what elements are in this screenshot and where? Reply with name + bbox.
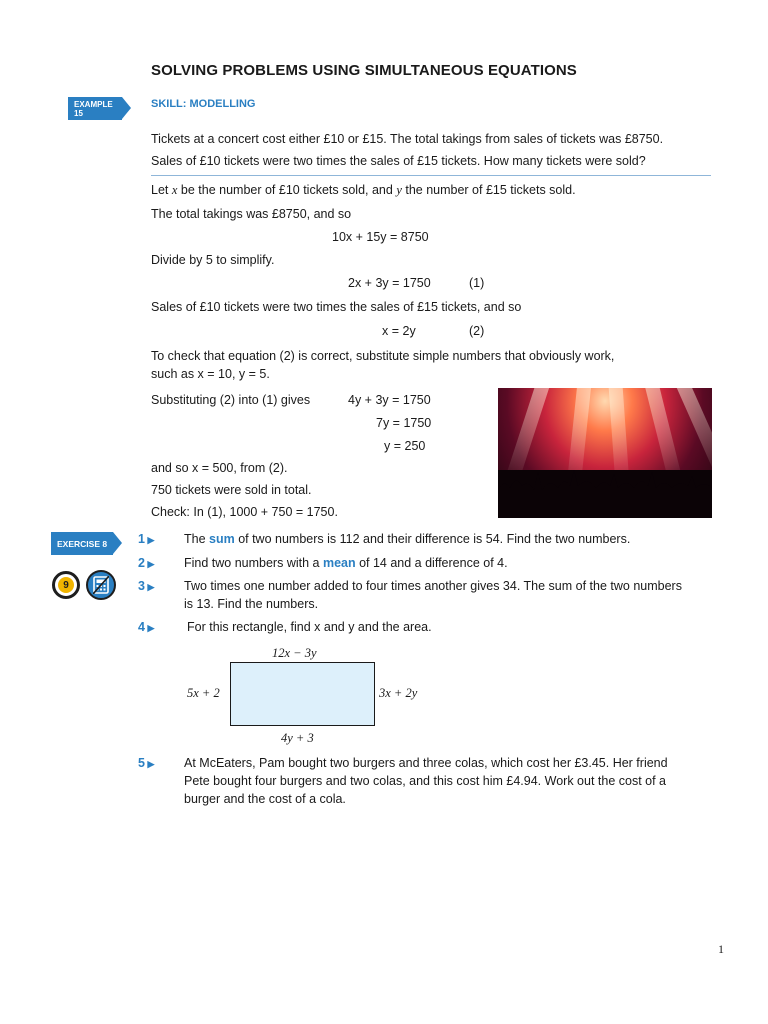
page-number: 1 [718,942,724,956]
sales-text: Sales of £10 tickets were two times the sales of £15 tickets, and so [151,300,522,314]
question-3-line-2: is 13. Find the numbers. [184,597,319,611]
check-text-1: To check that equation (2) is correct, substitute simple numbers that obviously work, [151,349,615,363]
rectangle-top-label: 12x − 3y [272,646,317,660]
divide-text: Divide by 5 to simplify. [151,253,275,267]
question-line-2: Sales of £10 tickets were two times the sales of £15 tickets. How many tickets were sold? [151,154,646,168]
rectangle-bottom-label: 4y + 3 [281,731,314,745]
rectangle-left-label: 5x + 2 [187,686,220,700]
equation-1: 2x + 3y = 1750 [348,276,431,290]
grade-badge-icon: 9 [52,571,80,599]
check-result: Check: In (1), 1000 + 750 = 1750. [151,505,338,519]
question-5-line-2: Pete bought four burgers and two colas, and this cost him £4.94. Work out the cost of a [184,774,666,788]
question-2: Find two numbers with a mean of 14 and a difference of 4. [184,556,508,570]
skill-label: SKILL: MODELLING [151,98,256,110]
question-4: For this rectangle, find x and y and the area. [187,620,432,634]
question-number-5: 5 ▶ [138,756,154,770]
equation-2-label: (2) [469,324,485,338]
question-1: The sum of two numbers is 112 and their difference is 54. Find the two numbers. [184,532,631,546]
page-title: SOLVING PROBLEMS USING SIMULTANEOUS EQUATIONS [151,62,577,79]
substitution-step-3: y = 250 [384,439,426,453]
total-takings-text: The total takings was £8750, and so [151,207,352,221]
question-3-line-1: Two times one number added to four times another gives 34. The sum of the two numbers [184,579,682,593]
equation-2: x = 2y [382,324,416,338]
question-number-4: 4 ▶ [138,620,154,634]
rectangle-diagram [230,662,375,726]
question-5-line-1: At McEaters, Pam bought two burgers and three colas, which cost her £3.45. Her friend [184,756,668,770]
substitution-step-1: 4y + 3y = 1750 [348,393,431,407]
example-tag: EXAMPLE 15 [68,97,122,120]
rectangle-right-label: 3x + 2y [379,686,418,700]
substitute-text: Substituting (2) into (1) gives [151,393,311,407]
calculator-icon [86,570,116,600]
check-text-2: such as x = 10, y = 5. [151,367,270,381]
and-so-text: and so x = 500, from (2). [151,461,288,475]
substitution-step-2: 7y = 1750 [376,416,432,430]
question-number-2: 2 ▶ [138,556,154,570]
total-text: 750 tickets were sold in total. [151,483,312,497]
question-line-1: Tickets at a concert cost either £10 or £15. The total takings from sales of tickets was £8750. [151,132,664,146]
question-5-line-3: burger and the cost of a cola. [184,792,346,806]
divider [151,175,711,176]
question-number-1: 1 ▶ [138,532,154,546]
exercise-tag: EXERCISE 8 [51,532,113,555]
crowd-silhouette [498,470,712,518]
concert-photo [498,388,712,518]
equation-1-label: (1) [469,276,485,290]
question-number-3: 3 ▶ [138,579,154,593]
equation-takings: 10x + 15y = 8750 [332,230,429,244]
let-statement: Let x be the number of £10 tickets sold, and y the number of £15 tickets sold. [151,183,576,197]
